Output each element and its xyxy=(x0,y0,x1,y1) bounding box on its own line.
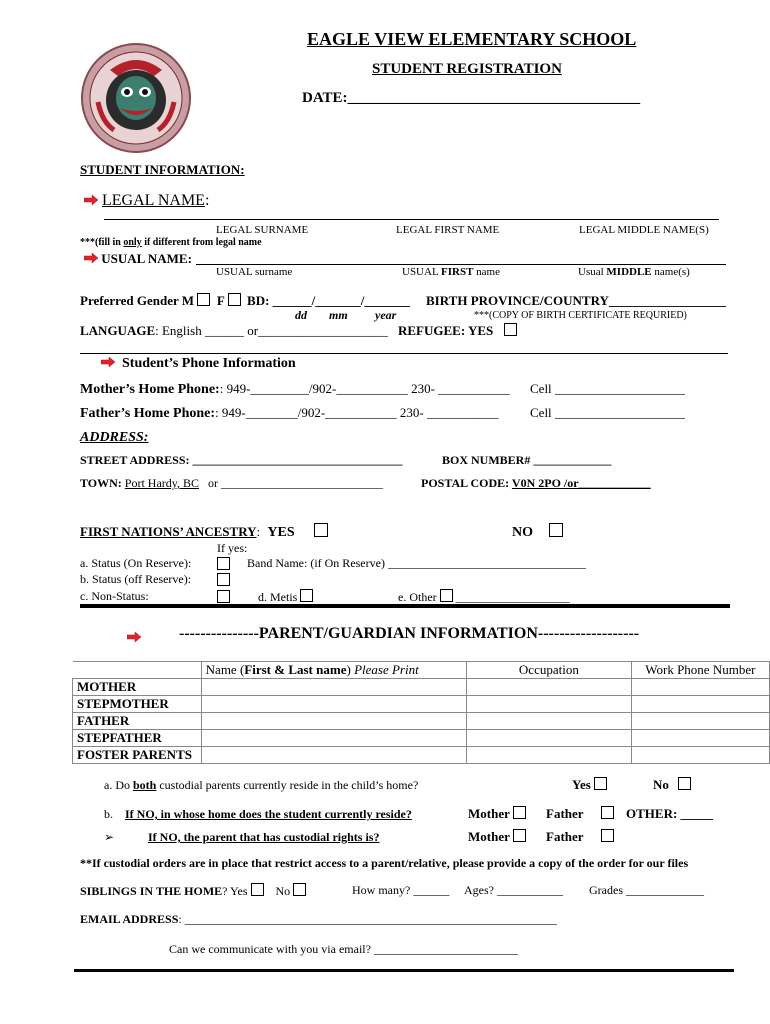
phones-heading: Student’s Phone Information xyxy=(122,356,296,371)
usual-first-b: FIRST xyxy=(441,266,474,278)
father-option-label: Father xyxy=(546,806,584,821)
arrow-icon xyxy=(127,632,141,642)
fill-note-b: if different from legal name xyxy=(141,237,262,248)
parent-table xyxy=(72,661,770,764)
usual-name-row xyxy=(84,251,192,267)
legal-name-row xyxy=(84,192,209,210)
ancestry-row xyxy=(80,523,328,541)
custody-mother-checkbox[interactable] xyxy=(513,829,526,842)
table-row xyxy=(73,696,770,713)
ancestry-no-label: NO xyxy=(512,525,533,540)
ancestry-no-checkbox[interactable] xyxy=(549,523,563,537)
town-row xyxy=(80,476,383,491)
work-phone-cell[interactable] xyxy=(631,747,769,764)
question-b-mother xyxy=(468,806,526,822)
row-label: FOSTER PARENTS xyxy=(73,747,202,764)
mother-cell-field[interactable]: Cell ____________________ xyxy=(530,381,685,396)
arrow-icon xyxy=(101,357,115,367)
ancestry-no-row xyxy=(512,523,563,541)
siblings-no-checkbox[interactable] xyxy=(293,883,306,896)
gender-f-label: F xyxy=(216,293,225,308)
no-label: No xyxy=(653,777,669,792)
gender-f-checkbox[interactable] xyxy=(228,293,241,306)
metis-label: d. Metis xyxy=(258,590,298,604)
postal-label: POSTAL CODE: xyxy=(421,476,510,490)
question-b-num: b. xyxy=(104,807,113,821)
siblings-no-label: No xyxy=(275,884,291,898)
reside-other-field[interactable]: OTHER: _____ xyxy=(626,806,714,821)
other-checkbox[interactable] xyxy=(440,589,453,602)
gender-m-checkbox[interactable] xyxy=(197,293,210,306)
metis-checkbox[interactable] xyxy=(300,589,313,602)
question-a xyxy=(104,778,418,793)
refugee-row xyxy=(398,323,517,339)
status-on-label: a. Status (On Reserve): xyxy=(80,556,192,570)
table-row xyxy=(73,747,770,764)
table-row xyxy=(73,679,770,696)
col-work-phone-header: Work Phone Number xyxy=(631,662,769,679)
postal-row xyxy=(421,476,651,491)
address-heading: ADDRESS: xyxy=(80,430,149,445)
ancestry-colon: : xyxy=(256,524,261,539)
father-phone-field[interactable]: : 949-________/902-___________ 230- ___________ xyxy=(215,405,499,420)
row-label: STEPFATHER xyxy=(73,730,202,747)
father-cell-field[interactable]: Cell ____________________ xyxy=(530,405,685,420)
email-row xyxy=(80,912,557,927)
work-phone-cell[interactable] xyxy=(631,713,769,730)
ancestry-label: FIRST NATIONS’ ANCESTRY xyxy=(80,524,257,539)
row-label: MOTHER xyxy=(73,679,202,696)
other-label: e. Other xyxy=(398,590,437,604)
usual-name-line[interactable] xyxy=(196,264,726,265)
yes-label: Yes xyxy=(572,777,591,792)
language-label: LANGUAGE xyxy=(80,323,156,338)
town-value[interactable]: Port Hardy, BC xyxy=(124,476,200,490)
reside-father-checkbox[interactable] xyxy=(601,806,614,819)
usual-name-label: USUAL NAME: xyxy=(101,251,192,266)
school-logo xyxy=(80,42,192,154)
grades-field[interactable]: Grades _____________ xyxy=(589,883,704,897)
col-name-b: First & Last name xyxy=(244,662,347,677)
parent-arrow xyxy=(127,629,141,647)
arrow-icon xyxy=(84,253,98,263)
name-cell[interactable] xyxy=(201,747,466,764)
usual-first-c: name xyxy=(473,266,500,278)
name-cell[interactable] xyxy=(201,696,466,713)
occupation-cell[interactable] xyxy=(467,747,632,764)
mother-phone-field[interactable]: : 949-_________/902-___________ 230- ___________ xyxy=(219,381,510,396)
question-c-mother xyxy=(468,829,526,845)
town-label: TOWN: xyxy=(80,476,122,490)
table-header-row xyxy=(73,662,770,679)
mother-phone-label: Mother’s Home Phone: xyxy=(80,382,220,397)
question-c-father xyxy=(546,829,614,845)
question-b: If NO, in whose home does the student currently reside? xyxy=(125,807,412,821)
date-label: DATE: xyxy=(302,90,348,106)
legal-middle-caption: LEGAL MIDDLE NAME(S) xyxy=(579,224,709,236)
other-field[interactable]: ___________________ xyxy=(455,590,570,604)
siblings-row xyxy=(80,883,306,899)
question-a-start: a. Do xyxy=(104,778,133,792)
name-cell[interactable] xyxy=(201,679,466,696)
mm-caption: mm xyxy=(329,308,348,322)
row-label: STEPMOTHER xyxy=(73,696,202,713)
col-name-header xyxy=(201,662,466,679)
language-field[interactable]: : English ______ or____________________ xyxy=(155,323,389,338)
question-a-both: both xyxy=(133,778,157,792)
occupation-cell[interactable] xyxy=(467,679,632,696)
father-phone-row xyxy=(80,405,499,422)
email-consent-field[interactable]: Can we communicate with you via email? ________________________ xyxy=(169,942,518,956)
usual-surname-caption: USUAL surname xyxy=(216,266,293,278)
student-info-heading: STUDENT INFORMATION: xyxy=(80,162,245,177)
father-option-label: Father xyxy=(546,829,584,844)
arrow-icon xyxy=(84,195,98,205)
usual-middle-b: MIDDLE xyxy=(606,266,652,278)
fill-note-a: ***(fill in xyxy=(80,237,124,248)
birth-province-field[interactable]: BIRTH PROVINCE/COUNTRY__________________ xyxy=(426,293,726,308)
gender-row xyxy=(80,293,410,309)
mother-option-label: Mother xyxy=(468,806,510,821)
occupation-cell[interactable] xyxy=(467,696,632,713)
siblings-label: SIBLINGS IN THE HOME xyxy=(80,884,223,898)
band-name-field[interactable]: Band Name: (if On Reserve) _________________________________ xyxy=(247,556,586,570)
street-address-field[interactable]: STREET ADDRESS: ___________________________________ xyxy=(80,453,403,467)
table-row xyxy=(73,713,770,730)
table-row xyxy=(73,730,770,747)
postal-field[interactable]: V0N 2PO /or____________ xyxy=(511,476,651,490)
row-label: FATHER xyxy=(73,713,202,730)
name-cell[interactable] xyxy=(201,713,466,730)
birth-cert-note: ***(COPY OF BIRTH CERTIFICATE REQURIED) xyxy=(474,310,687,321)
other-row xyxy=(398,589,570,605)
birthdate-field[interactable]: BD: ______/_______/_______ xyxy=(247,293,410,308)
town-other-field[interactable]: or ___________________________ xyxy=(208,476,384,490)
custody-father-checkbox[interactable] xyxy=(601,829,614,842)
form-title: STUDENT REGISTRATION xyxy=(372,61,562,77)
ancestry-yes-label: YES xyxy=(267,525,295,540)
work-phone-cell[interactable] xyxy=(631,730,769,747)
usual-first-a: USUAL xyxy=(402,266,442,278)
question-b-father xyxy=(546,806,614,822)
parent-heading: ---------------PARENT/GUARDIAN INFORMATION------------------- xyxy=(179,625,640,642)
usual-middle-c: name(s) xyxy=(651,266,690,278)
usual-middle-a: Usual xyxy=(578,266,607,278)
mother-option-label: Mother xyxy=(468,829,510,844)
col-name-d: Please Print xyxy=(354,662,419,677)
legal-name-label: LEGAL NAME xyxy=(102,192,205,209)
question-a-end: custodial parents currently reside in the child’s home? xyxy=(156,778,419,792)
legal-name-colon: : xyxy=(204,192,210,209)
both-parents-yes-checkbox[interactable] xyxy=(594,777,607,790)
col-name-a: Name ( xyxy=(205,662,245,677)
usual-middle-caption xyxy=(578,266,690,278)
question-c: If NO, the parent that has custodial rights is? xyxy=(148,830,380,844)
metis-row xyxy=(258,589,313,605)
dd-caption: dd xyxy=(295,308,307,322)
siblings-yes-label: ? Yes xyxy=(222,884,248,898)
refugee-label: REFUGEE: YES xyxy=(398,323,494,338)
box-number-field[interactable]: BOX NUMBER# _____________ xyxy=(442,453,612,467)
name-cell[interactable] xyxy=(201,730,466,747)
fill-note xyxy=(80,237,262,248)
question-a-yes xyxy=(572,777,607,793)
work-phone-cell[interactable] xyxy=(631,679,769,696)
if-yes-label: If yes: xyxy=(217,541,248,555)
year-caption: year xyxy=(375,308,397,322)
status-off-checkbox[interactable] xyxy=(217,572,230,590)
bottom-divider xyxy=(74,969,734,972)
table-corner xyxy=(73,662,202,679)
col-occupation-header: Occupation xyxy=(467,662,632,679)
thick-divider xyxy=(80,604,730,608)
non-status-label: c. Non-Status: xyxy=(80,589,149,603)
language-row xyxy=(80,323,388,339)
custody-note: **If custodial orders are in place that restrict access to a parent/relative, please provide a copy of the order for our files xyxy=(80,856,689,870)
email-field[interactable]: : ______________________________________________________________ xyxy=(178,912,557,926)
father-phone-label: Father’s Home Phone: xyxy=(80,406,216,421)
usual-first-caption xyxy=(402,266,500,278)
bullet-icon: ➢ xyxy=(104,830,115,844)
legal-surname-caption: LEGAL SURNAME xyxy=(216,224,309,236)
legal-first-caption: LEGAL FIRST NAME xyxy=(396,224,500,236)
siblings-yes-checkbox[interactable] xyxy=(251,883,264,896)
occupation-cell[interactable] xyxy=(467,730,632,747)
reside-mother-checkbox[interactable] xyxy=(513,806,526,819)
ancestry-yes-checkbox[interactable] xyxy=(314,523,328,537)
how-many-field[interactable]: How many? ______ xyxy=(352,883,450,897)
phones-heading-row xyxy=(101,356,296,372)
divider xyxy=(80,353,728,354)
both-parents-no-checkbox[interactable] xyxy=(678,777,691,790)
school-name: EAGLE VIEW ELEMENTARY SCHOOL xyxy=(307,29,637,49)
ages-field[interactable]: Ages? ___________ xyxy=(464,883,563,897)
work-phone-cell[interactable] xyxy=(631,696,769,713)
mother-phone-row xyxy=(80,381,510,398)
date-row xyxy=(302,90,640,107)
legal-name-line[interactable] xyxy=(104,219,719,220)
gender-label: Preferred Gender M xyxy=(80,293,195,308)
col-name-c: ) xyxy=(346,662,355,677)
status-off-label: b. Status (off Reserve): xyxy=(80,572,192,586)
date-field[interactable]: _______________________________________ xyxy=(347,90,641,106)
occupation-cell[interactable] xyxy=(467,713,632,730)
refugee-yes-checkbox[interactable] xyxy=(504,323,517,336)
email-label: EMAIL ADDRESS xyxy=(80,912,179,926)
fill-note-only: only xyxy=(123,237,142,248)
question-a-no xyxy=(653,777,691,793)
